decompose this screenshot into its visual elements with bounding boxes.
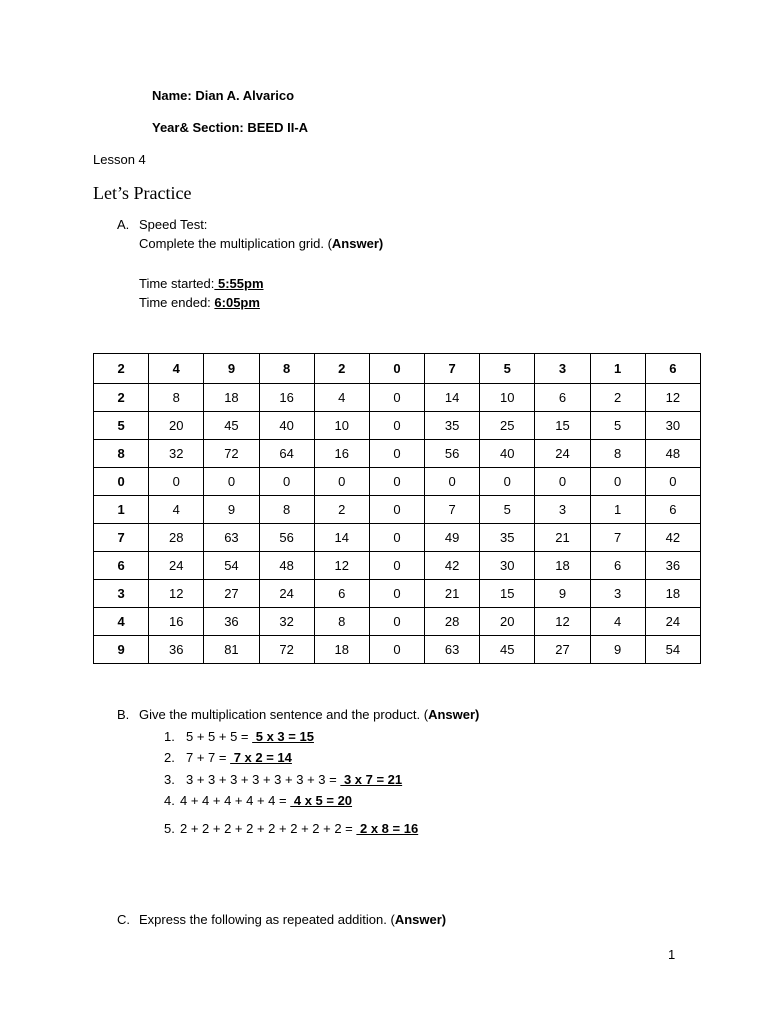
grid-row [94,636,701,664]
instruction-close: ) [378,236,384,251]
grid-product-cell: 9 [204,496,259,524]
grid-product-cell: 0 [314,468,369,496]
year-section: Year& Section: BEED II-A [152,120,309,135]
grid-product-cell: 40 [480,440,535,468]
grid-product-cell: 8 [590,440,645,468]
grid-product-cell: 63 [204,524,259,552]
grid-product-cell: 3 [535,496,590,524]
part-b-item-number: 4. [164,793,175,808]
grid-top-factor: 2 [314,354,369,384]
addition-expression: 2 + 2 + 2 + 2 + 2 + 2 + 2 + 2 = [180,821,357,836]
part-b-item-number: 5. [164,821,175,836]
grid-product-cell: 30 [645,412,700,440]
multiplication-grid [93,353,701,664]
grid-product-cell: 56 [425,440,480,468]
grid-product-cell: 8 [259,496,314,524]
grid-product-cell: 16 [314,440,369,468]
grid-product-cell: 6 [535,384,590,412]
grid-product-cell: 1 [590,496,645,524]
grid-product-cell: 54 [204,552,259,580]
grid-product-cell: 36 [645,552,700,580]
grid-product-cell: 42 [425,552,480,580]
grid-product-cell: 0 [369,440,424,468]
grid-product-cell: 36 [204,608,259,636]
grid-product-cell: 32 [149,440,204,468]
grid-product-cell: 24 [535,440,590,468]
grid-product-cell: 32 [259,608,314,636]
grid-product-cell: 2 [314,496,369,524]
grid-product-cell: 81 [204,636,259,664]
multiplication-answer: 4 x 5 = 20 [290,793,353,808]
grid-product-cell: 30 [480,552,535,580]
grid-product-cell: 21 [535,524,590,552]
grid-product-cell: 0 [369,608,424,636]
grid-product-cell: 8 [149,384,204,412]
time-ended [139,295,260,310]
grid-row [94,524,701,552]
grid-product-cell: 27 [535,636,590,664]
grid-top-factor: 0 [369,354,424,384]
instruction-text: Give the multiplication sentence and the product. ( [139,707,429,722]
grid-product-cell: 14 [314,524,369,552]
time-ended-value: 6:05pm [214,295,260,310]
grid-product-cell: 24 [259,580,314,608]
student-name: Name: Dian A. Alvarico [152,88,295,103]
part-b-item [180,821,418,836]
grid-product-cell: 12 [314,552,369,580]
grid-product-cell: 12 [535,608,590,636]
grid-row [94,608,701,636]
grid-product-cell: 35 [425,412,480,440]
answer-label: Answer [331,236,379,251]
grid-product-cell: 3 [590,580,645,608]
grid-top-factor: 8 [259,354,314,384]
multiplication-answer: 5 x 3 = 15 [252,729,314,744]
grid-row [94,440,701,468]
grid-product-cell: 21 [425,580,480,608]
grid-product-cell: 10 [480,384,535,412]
grid-product-cell: 18 [314,636,369,664]
grid-product-cell: 6 [314,580,369,608]
part-b-letter: B. [117,707,130,722]
grid-product-cell: 0 [149,468,204,496]
page-number: 1 [668,947,676,962]
part-b-item-number: 1. [164,729,175,744]
part-b-item [186,772,402,787]
instruction-close: ) [475,707,480,722]
grid-product-cell: 0 [369,580,424,608]
grid-product-cell: 18 [645,580,700,608]
grid-product-cell: 10 [314,412,369,440]
grid-product-cell: 0 [369,468,424,496]
grid-product-cell: 28 [149,524,204,552]
grid-row [94,412,701,440]
part-b-item-number: 2. [164,750,175,765]
grid-product-cell: 72 [259,636,314,664]
grid-product-cell: 9 [535,580,590,608]
part-a-instruction [139,236,383,251]
part-c-instruction [139,912,446,927]
grid-top-factor: 6 [645,354,700,384]
grid-product-cell: 0 [369,552,424,580]
grid-product-cell: 18 [204,384,259,412]
grid-product-cell: 14 [425,384,480,412]
grid-product-cell: 48 [645,440,700,468]
time-started-value: 5:55pm [214,276,264,291]
grid-product-cell: 0 [369,524,424,552]
grid-product-cell: 0 [204,468,259,496]
part-b-instruction [139,707,479,722]
grid-product-cell: 4 [590,608,645,636]
addition-expression: 3 + 3 + 3 + 3 + 3 + 3 + 3 = [186,772,341,787]
grid-product-cell: 36 [149,636,204,664]
grid-product-cell: 0 [480,468,535,496]
addition-expression: 7 + 7 = [186,750,231,765]
grid-side-factor: 5 [94,412,149,440]
grid-product-cell: 54 [645,636,700,664]
grid-side-factor: 0 [94,468,149,496]
grid-product-cell: 40 [259,412,314,440]
grid-product-cell: 6 [590,552,645,580]
instruction-text: Complete the multiplication grid. ( [139,236,332,251]
grid-row [94,384,701,412]
grid-product-cell: 16 [149,608,204,636]
grid-product-cell: 63 [425,636,480,664]
grid-product-cell: 0 [369,496,424,524]
grid-row [94,580,701,608]
grid-product-cell: 72 [204,440,259,468]
grid-product-cell: 5 [480,496,535,524]
grid-product-cell: 12 [645,384,700,412]
grid-product-cell: 7 [590,524,645,552]
grid-product-cell: 5 [590,412,645,440]
grid-product-cell: 24 [149,552,204,580]
grid-product-cell: 64 [259,440,314,468]
grid-product-cell: 45 [204,412,259,440]
grid-product-cell: 15 [535,412,590,440]
answer-label: Answer [428,707,476,722]
grid-side-factor: 8 [94,440,149,468]
grid-product-cell: 0 [369,384,424,412]
grid-product-cell: 8 [314,608,369,636]
grid-product-cell: 0 [259,468,314,496]
grid-top-factor: 5 [480,354,535,384]
grid-top-factor: 4 [149,354,204,384]
grid-product-cell: 42 [645,524,700,552]
grid-product-cell: 28 [425,608,480,636]
grid-product-cell: 16 [259,384,314,412]
grid-product-cell: 4 [149,496,204,524]
grid-row [94,552,701,580]
grid-product-cell: 20 [149,412,204,440]
part-a-letter: A. [117,217,130,232]
part-c-letter: C. [117,912,130,927]
grid-product-cell: 48 [259,552,314,580]
grid-product-cell: 24 [645,608,700,636]
grid-product-cell: 0 [369,412,424,440]
instruction-close: ) [441,912,447,927]
time-started-label: Time started: [139,276,215,291]
grid-row [94,468,701,496]
multiplication-answer: 7 x 2 = 14 [230,750,292,765]
grid-side-factor: 7 [94,524,149,552]
section-title: Let’s Practice [93,183,192,203]
grid-product-cell: 56 [259,524,314,552]
grid-product-cell: 18 [535,552,590,580]
grid-product-cell: 9 [590,636,645,664]
grid-product-cell: 35 [480,524,535,552]
addition-expression: 5 + 5 + 5 = [186,729,253,744]
grid-product-cell: 4 [314,384,369,412]
part-a-title: Speed Test: [139,217,208,232]
time-ended-label: Time ended: [139,295,215,310]
grid-side-factor: 9 [94,636,149,664]
grid-product-cell: 27 [204,580,259,608]
part-b-item [186,729,314,744]
grid-product-cell: 20 [480,608,535,636]
grid-product-cell: 7 [425,496,480,524]
time-started [139,276,264,291]
grid-side-factor: 2 [94,384,149,412]
multiplication-answer: 2 x 8 = 16 [356,821,419,836]
grid-product-cell: 0 [645,468,700,496]
grid-product-cell: 12 [149,580,204,608]
instruction-text: Express the following as repeated addition. ( [139,912,395,927]
grid-side-factor: 4 [94,608,149,636]
lesson-label: Lesson 4 [93,152,146,167]
part-b-item [186,750,292,765]
part-b-item [180,793,352,808]
grid-product-cell: 0 [425,468,480,496]
grid-header-row [94,354,701,384]
part-b-item-number: 3. [164,772,175,787]
grid-top-factor: 3 [535,354,590,384]
grid-product-cell: 15 [480,580,535,608]
grid-top-factor: 1 [590,354,645,384]
grid-product-cell: 2 [590,384,645,412]
grid-side-factor: 6 [94,552,149,580]
grid-product-cell: 0 [590,468,645,496]
multiplication-answer: 3 x 7 = 21 [340,772,403,787]
grid-product-cell: 25 [480,412,535,440]
grid-side-factor: 3 [94,580,149,608]
addition-expression: 4 + 4 + 4 + 4 + 4 = [180,793,291,808]
grid-top-factor: 7 [425,354,480,384]
grid-top-factor: 2 [94,354,149,384]
answer-label: Answer [394,912,442,927]
grid-product-cell: 6 [645,496,700,524]
grid-product-cell: 0 [369,636,424,664]
grid-top-factor: 9 [204,354,259,384]
grid-side-factor: 1 [94,496,149,524]
grid-product-cell: 0 [535,468,590,496]
grid-product-cell: 49 [425,524,480,552]
grid-product-cell: 45 [480,636,535,664]
grid-row [94,496,701,524]
